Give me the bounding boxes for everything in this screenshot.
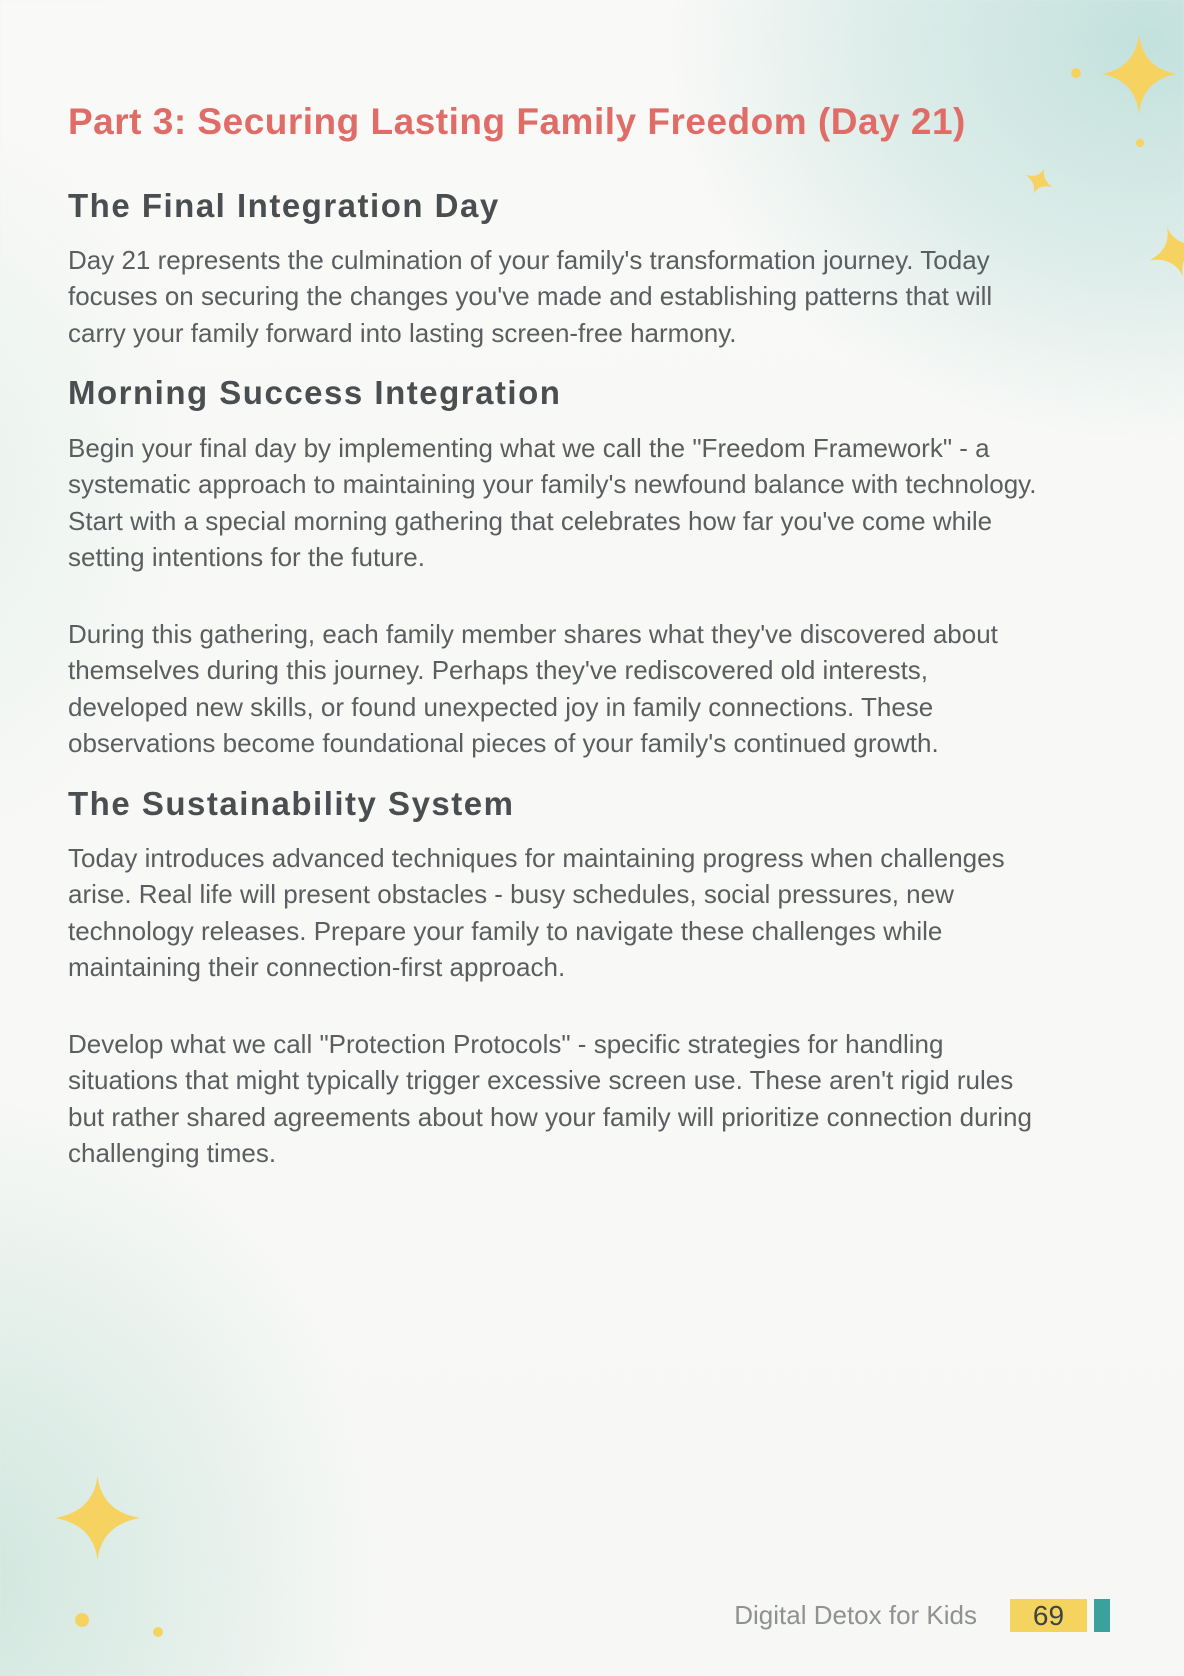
sparkle-star-icon (55, 1476, 140, 1560)
section-heading: The Final Integration Day (68, 186, 500, 224)
page-number-badge: 69 (1010, 1599, 1087, 1632)
section-final-integration-day (68, 186, 1118, 352)
document-content (68, 0, 1118, 1172)
sparkle-dot-icon (1136, 139, 1144, 147)
section-sustainability-system (68, 784, 1118, 1172)
sparkle-dot-icon (153, 1627, 163, 1637)
footer-accent-bar (1094, 1599, 1110, 1632)
sparkle-star-icon (1141, 219, 1184, 285)
section-morning-success-integration (68, 373, 1118, 761)
book-title: Digital Detox for Kids (734, 1600, 977, 1630)
paragraph: Today introduces advanced techniques for maintaining progress when challenges arise. Real life will present obstacles - busy schedules, social pressures, new technology releases. Prepare your family to navigate these challenges while maintaining their connection-first approach. (68, 842, 1005, 983)
page-title: Part 3: Securing Lasting Family Freedom (Day 21) (68, 101, 966, 142)
section-heading: Morning Success Integration (68, 374, 562, 412)
paragraph: Day 21 represents the culmination of your family's transformation journey. Today focuses on securing the changes you've made and establishing patterns that will carry your family forward into lasting screen-free harmony. (68, 244, 993, 348)
paragraph: Begin your final day by implementing what we call the "Freedom Framework" - a systematic approach to maintaining your family's newfound balance with technology. Start with a special morning gathering that celebrates how far you've come while setting intentions for the future. (68, 432, 1037, 573)
paragraph: During this gathering, each family member shares what they've discovered about themselves during this journey. Perhaps they've rediscovered old interests, developed new skills, or found unexpected joy in family connections. These observations become foundational pieces of your family's continued growth. (68, 618, 998, 759)
paragraph: Develop what we call "Protection Protocols" - specific strategies for handling situations that might typically trigger excessive screen use. These aren't rigid rules but rather shared agreements about how your family will prioritize connection during challenging times. (68, 1028, 1032, 1169)
section-heading: The Sustainability System (68, 784, 515, 822)
sparkle-dot-icon (75, 1613, 89, 1627)
page-footer (734, 1599, 1110, 1632)
